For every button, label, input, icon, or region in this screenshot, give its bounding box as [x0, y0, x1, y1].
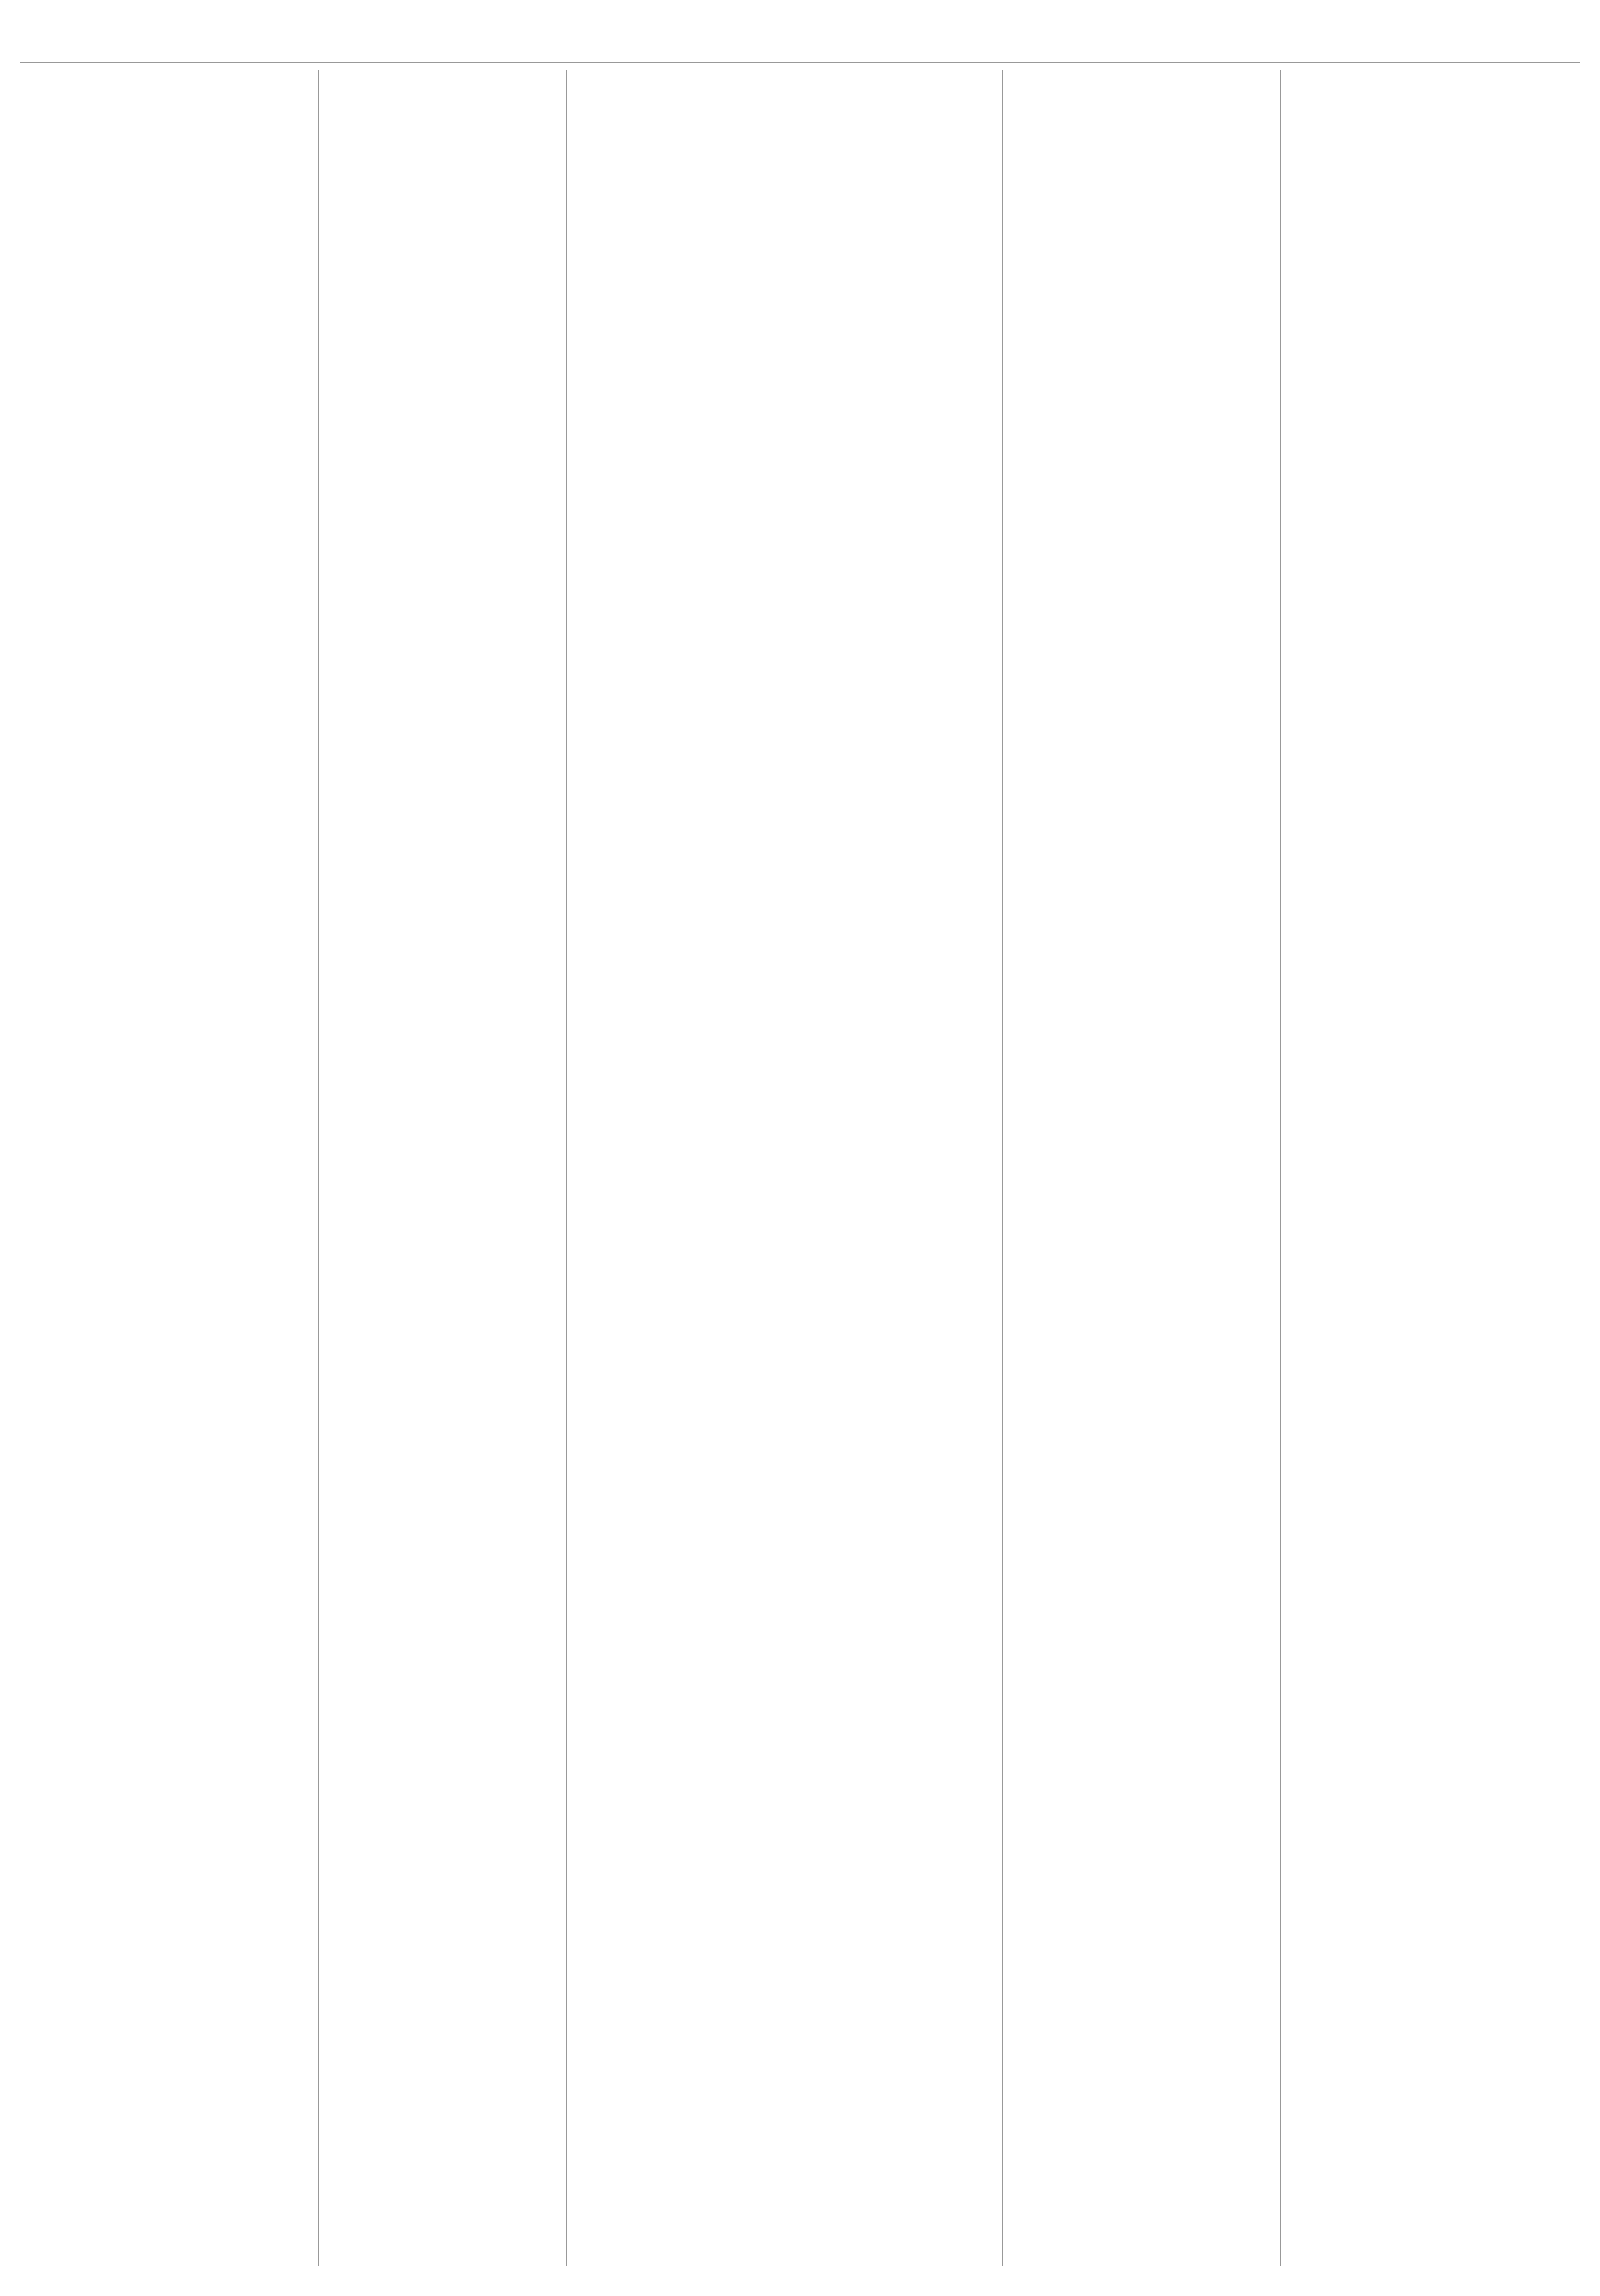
column-rule-1	[318, 70, 319, 2266]
column-rule-2	[566, 70, 567, 2266]
masthead-rule	[20, 62, 1580, 63]
column-4	[1010, 70, 1272, 2266]
column-3	[574, 70, 994, 2266]
column-rule-4	[1280, 70, 1281, 2266]
column-5	[1288, 70, 1580, 2266]
column-2	[326, 70, 558, 2266]
column-rule-3	[1002, 70, 1003, 2266]
column-1	[20, 70, 310, 2266]
